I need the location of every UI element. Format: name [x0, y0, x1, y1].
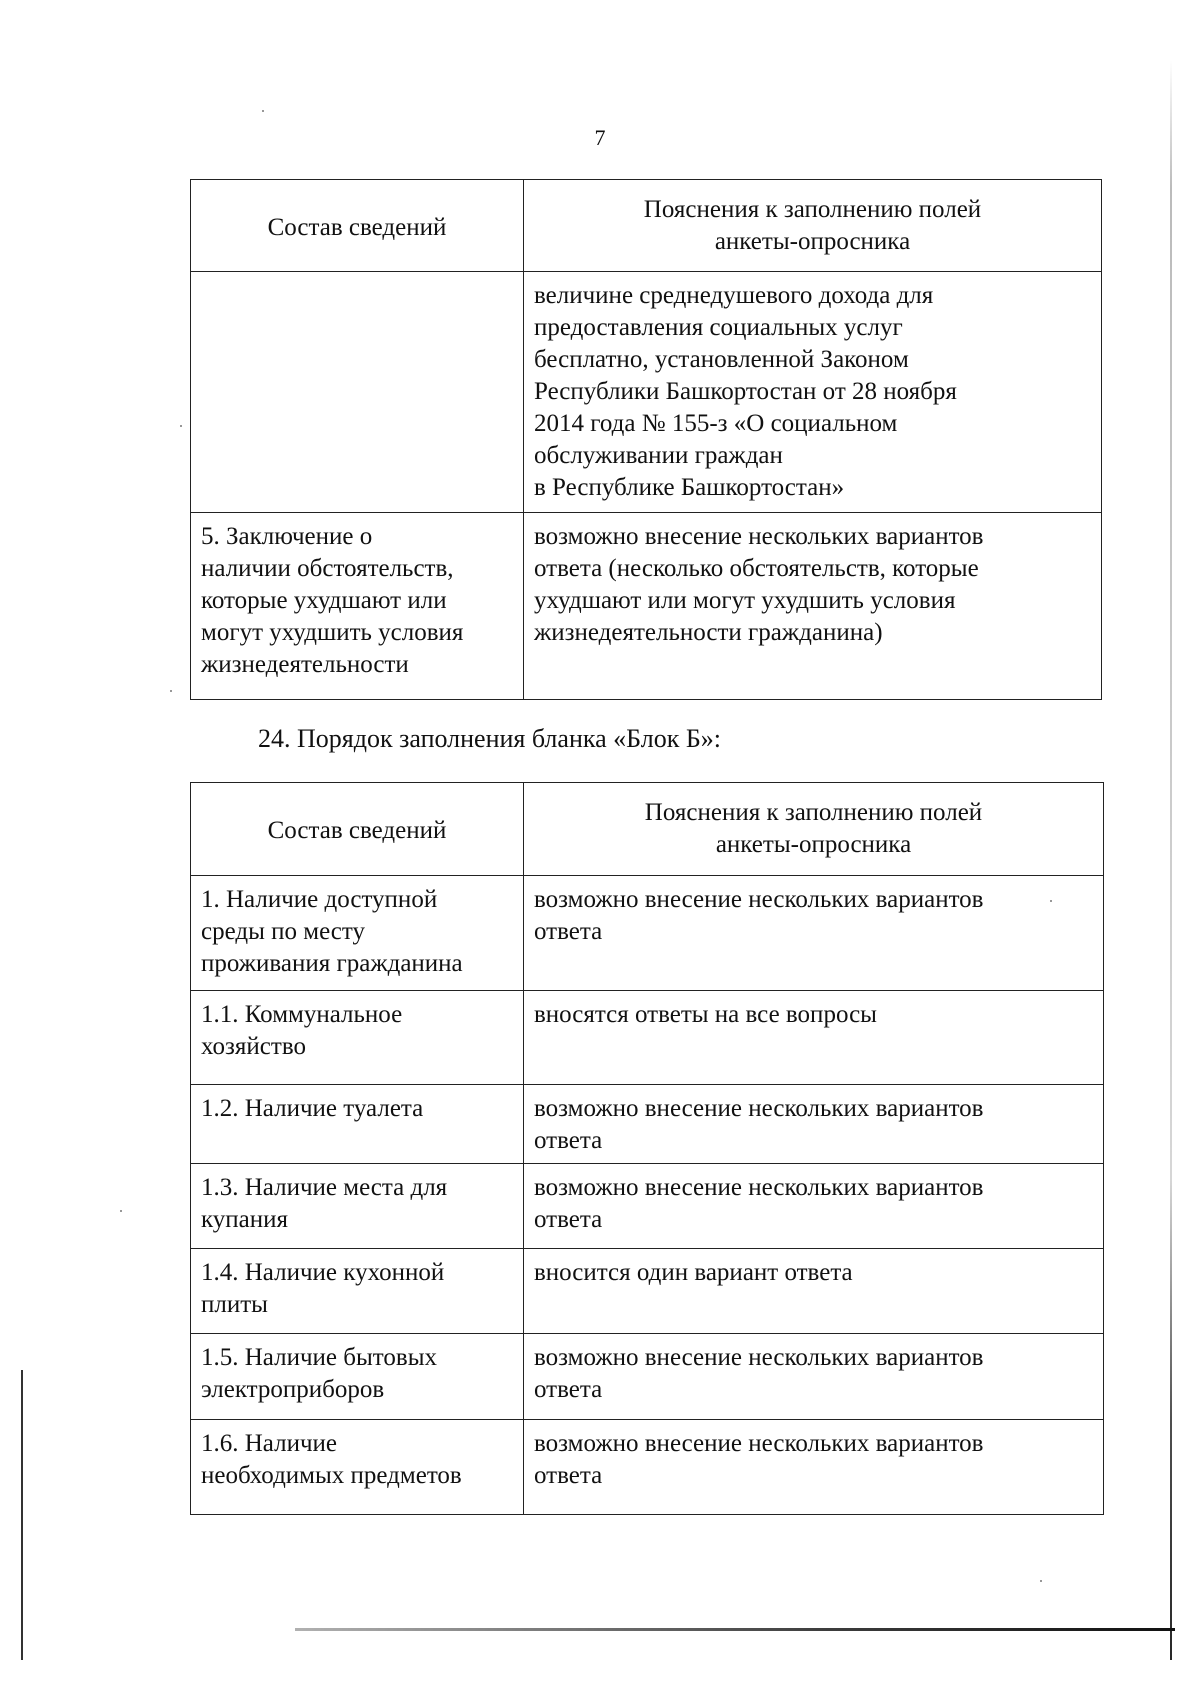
row-explanation-cell — [524, 876, 1104, 991]
row-field-text: 1.2. Наличие туалета — [201, 1095, 424, 1122]
table-row — [191, 991, 1104, 1085]
row-field-text — [191, 272, 523, 286]
row-explanation-cell — [524, 991, 1104, 1085]
column-header-label: Пояснения к заполнению полей анкеты-опросника — [643, 195, 982, 255]
row-explanation-cell — [524, 1420, 1104, 1515]
row-field-text: 1. Наличие доступной среды по месту проживания гражданина — [201, 886, 463, 977]
scan-speck — [1050, 900, 1052, 902]
row-explanation-text: возможно внесение нескольких вариантов ответа (несколько обстоятельств, которые ухудшают или могут ухудшить условия жизнедеятельности гражданина) — [534, 523, 984, 646]
column-header-composition — [191, 180, 524, 272]
table-row — [191, 1334, 1104, 1420]
row-explanation-cell — [524, 1249, 1104, 1334]
row-field-cell — [191, 1334, 524, 1420]
column-header-label: Пояснения к заполнению полей анкеты-опросника — [644, 799, 983, 858]
row-explanation-cell — [524, 513, 1102, 700]
column-header-explanations — [524, 180, 1102, 272]
table-row — [191, 1085, 1104, 1164]
table-row — [191, 513, 1102, 700]
scan-speck — [120, 1210, 122, 1212]
row-field-cell — [191, 272, 524, 513]
table-header-row — [191, 783, 1104, 876]
row-field-cell — [191, 876, 524, 991]
row-explanation-text: возможно внесение нескольких вариантов ответа — [534, 1095, 984, 1154]
page-number: 7 — [594, 125, 606, 150]
section-heading: 24. Порядок заполнения бланка «Блок Б»: — [258, 724, 721, 753]
row-field-cell — [191, 991, 524, 1085]
row-field-text: 1.3. Наличие места для купания — [201, 1174, 448, 1233]
row-explanation-text: вносится один вариант ответа — [534, 1259, 853, 1286]
row-field-text: 1.4. Наличие кухонной плиты — [201, 1259, 445, 1318]
row-field-cell — [191, 1085, 524, 1164]
column-header-composition — [191, 783, 524, 876]
row-explanation-text: возможно внесение нескольких вариантов ответа — [534, 1430, 984, 1489]
scan-edge-shadow — [21, 1370, 23, 1660]
row-field-cell — [191, 1420, 524, 1515]
explanations-table-block-a — [190, 179, 1102, 700]
column-header-label: Состав сведений — [267, 213, 447, 241]
table-row — [191, 1164, 1104, 1249]
row-explanation-text: вносятся ответы на все вопросы — [534, 1001, 877, 1028]
explanations-table-block-b — [190, 782, 1104, 1515]
row-explanation-cell — [524, 1085, 1104, 1164]
row-field-cell — [191, 513, 524, 700]
scan-edge-shadow — [295, 1628, 1175, 1631]
table-header-row — [191, 180, 1102, 272]
row-field-text: 1.5. Наличие бытовых электроприборов — [201, 1344, 437, 1403]
row-field-cell — [191, 1164, 524, 1249]
scan-edge-shadow — [1170, 60, 1172, 1660]
table-row — [191, 1249, 1104, 1334]
scan-speck — [1040, 1580, 1042, 1582]
row-field-text: 5. Заключение о наличии обстоятельств, которые ухудшают или могут ухудшить условия жизнедеятельности — [201, 523, 464, 678]
row-explanation-cell — [524, 272, 1102, 513]
row-explanation-cell — [524, 1334, 1104, 1420]
row-explanation-text: возможно внесение нескольких вариантов ответа — [534, 1174, 984, 1233]
row-explanation-cell — [524, 1164, 1104, 1249]
scan-speck — [180, 425, 182, 427]
row-field-text: 1.6. Наличие необходимых предметов — [201, 1430, 462, 1489]
row-explanation-text: возможно внесение нескольких вариантов ответа — [534, 1344, 984, 1403]
table-row — [191, 876, 1104, 991]
column-header-label: Состав сведений — [267, 817, 447, 844]
scan-speck — [170, 690, 172, 692]
table-row — [191, 272, 1102, 513]
row-field-text: 1.1. Коммунальное хозяйство — [201, 1001, 403, 1060]
column-header-explanations — [524, 783, 1104, 876]
scan-speck — [262, 110, 264, 112]
row-field-cell — [191, 1249, 524, 1334]
row-explanation-text: величине среднедушевого дохода для предоставления социальных услуг бесплатно, установленной Законом Республики Башкортостан от 28 ноября 2014 года № 155-з «О социальном обслуживании граждан в Республике Башкортостан» — [534, 282, 957, 501]
row-explanation-text: возможно внесение нескольких вариантов ответа — [534, 886, 984, 945]
table-row — [191, 1420, 1104, 1515]
